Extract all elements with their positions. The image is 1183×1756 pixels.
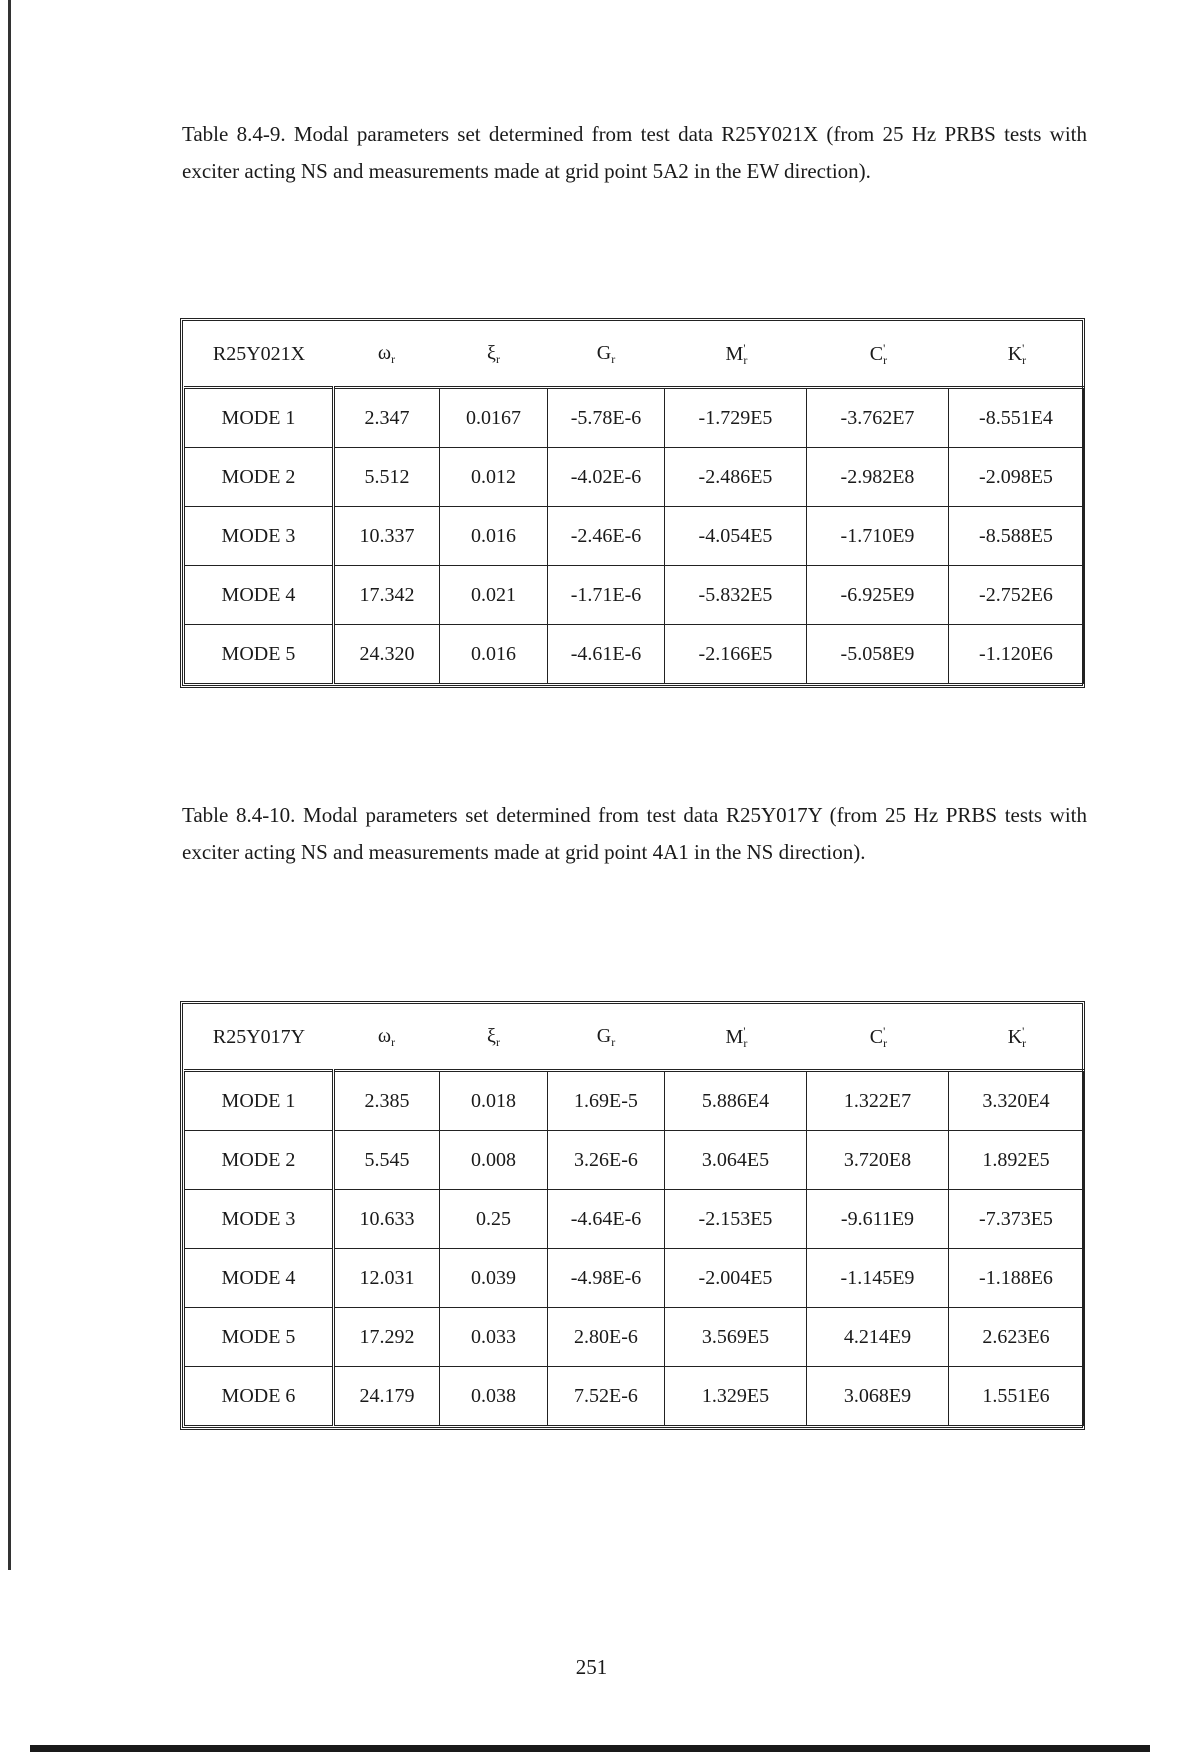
table-8-4-10: [180, 1001, 1085, 1430]
m-header: $M_r'$: [725, 1023, 748, 1050]
value-cell: 10.337: [334, 507, 440, 566]
value-cell: -1.145E9: [807, 1249, 949, 1308]
value-cell: 2.385: [334, 1071, 440, 1131]
mode-label-cell: MODE 5: [185, 1308, 334, 1367]
value-cell: 1.69E-5: [548, 1071, 665, 1131]
table-row: [185, 448, 1084, 507]
bottom-rule: [30, 1745, 1150, 1752]
table-body: [185, 388, 1084, 684]
c-header: $C_r'$: [869, 340, 888, 367]
g-header: $G_r$: [596, 1024, 616, 1049]
left-margin-rule: [8, 0, 11, 1570]
value-cell: 0.016: [440, 625, 548, 684]
value-cell: 24.179: [334, 1367, 440, 1426]
value-cell: 0.25: [440, 1190, 548, 1249]
value-cell: -5.78E-6: [548, 388, 665, 448]
value-cell: 24.320: [334, 625, 440, 684]
mode-label-cell: MODE 4: [185, 1249, 334, 1308]
value-cell: -4.02E-6: [548, 448, 665, 507]
table-body: [185, 1071, 1084, 1426]
value-cell: -3.762E7: [807, 388, 949, 448]
value-cell: 2.80E-6: [548, 1308, 665, 1367]
table-id-header: R25Y021X: [212, 342, 306, 365]
omega-header: $\omega_r$: [377, 341, 396, 366]
value-cell: 5.886E4: [665, 1071, 807, 1131]
mode-label-cell: MODE 1: [185, 388, 334, 448]
table-row: [185, 1308, 1084, 1367]
value-cell: -2.153E5: [665, 1190, 807, 1249]
value-cell: -2.004E5: [665, 1249, 807, 1308]
k-header: $K_r'$: [1007, 1023, 1027, 1050]
value-cell: -2.166E5: [665, 625, 807, 684]
mode-label-cell: MODE 2: [185, 1131, 334, 1190]
value-cell: -4.98E-6: [548, 1249, 665, 1308]
m-header: $M_r'$: [725, 340, 748, 367]
value-cell: -2.098E5: [949, 448, 1084, 507]
value-cell: 2.623E6: [949, 1308, 1084, 1367]
value-cell: 1.892E5: [949, 1131, 1084, 1190]
value-cell: -8.588E5: [949, 507, 1084, 566]
value-cell: 0.039: [440, 1249, 548, 1308]
table-8-4-9: [180, 318, 1085, 688]
value-cell: -2.46E-6: [548, 507, 665, 566]
value-cell: 0.038: [440, 1367, 548, 1426]
value-cell: 3.320E4: [949, 1071, 1084, 1131]
table-header-row: [185, 322, 1084, 388]
value-cell: -7.373E5: [949, 1190, 1084, 1249]
table-row: [185, 1071, 1084, 1131]
mode-label-cell: MODE 3: [185, 507, 334, 566]
table-header-row: [185, 1005, 1084, 1071]
value-cell: 10.633: [334, 1190, 440, 1249]
table-row: [185, 1190, 1084, 1249]
value-cell: 0.018: [440, 1071, 548, 1131]
table-row: [185, 1367, 1084, 1426]
value-cell: 4.214E9: [807, 1308, 949, 1367]
table-row: [185, 625, 1084, 684]
value-cell: 0.008: [440, 1131, 548, 1190]
value-cell: 3.26E-6: [548, 1131, 665, 1190]
value-cell: -1.188E6: [949, 1249, 1084, 1308]
value-cell: 1.322E7: [807, 1071, 949, 1131]
c-header: $C_r'$: [869, 1023, 888, 1050]
page-number: 251: [575, 1655, 608, 1679]
value-cell: 0.033: [440, 1308, 548, 1367]
table-row: [185, 1249, 1084, 1308]
value-cell: -4.64E-6: [548, 1190, 665, 1249]
g-header: $G_r$: [596, 341, 616, 366]
value-cell: -2.982E8: [807, 448, 949, 507]
value-cell: -1.120E6: [949, 625, 1084, 684]
omega-header: $\omega_r$: [377, 1024, 396, 1049]
value-cell: 3.720E8: [807, 1131, 949, 1190]
value-cell: -6.925E9: [807, 566, 949, 625]
value-cell: 17.342: [334, 566, 440, 625]
k-header: $K_r'$: [1007, 340, 1027, 367]
value-cell: 5.545: [334, 1131, 440, 1190]
value-cell: -4.61E-6: [548, 625, 665, 684]
value-cell: -1.71E-6: [548, 566, 665, 625]
value-cell: 0.012: [440, 448, 548, 507]
value-cell: -5.058E9: [807, 625, 949, 684]
value-cell: 3.068E9: [807, 1367, 949, 1426]
value-cell: -1.729E5: [665, 388, 807, 448]
value-cell: 0.0167: [440, 388, 548, 448]
value-cell: 1.329E5: [665, 1367, 807, 1426]
mode-label-cell: MODE 2: [185, 448, 334, 507]
value-cell: 0.016: [440, 507, 548, 566]
value-cell: 0.021: [440, 566, 548, 625]
value-cell: 3.569E5: [665, 1308, 807, 1367]
mode-label-cell: MODE 1: [185, 1071, 334, 1131]
table-8-4-10-caption: Table 8.4-10. Modal parameters set determined from test data R25Y017Y (from 25 Hz PRBS tests with exciter acting NS and measurements made at grid point 4A1 in the NS direction).: [182, 803, 1087, 864]
table-8-4-9-caption: Table 8.4-9. Modal parameters set determined from test data R25Y021X (from 25 Hz PRBS tests with exciter acting NS and measurements made at grid point 5A2 in the EW direction).: [182, 122, 1087, 183]
value-cell: -2.486E5: [665, 448, 807, 507]
value-cell: -1.710E9: [807, 507, 949, 566]
value-cell: 5.512: [334, 448, 440, 507]
mode-label-cell: MODE 6: [185, 1367, 334, 1426]
value-cell: 12.031: [334, 1249, 440, 1308]
value-cell: 17.292: [334, 1308, 440, 1367]
table-row: [185, 1131, 1084, 1190]
value-cell: -9.611E9: [807, 1190, 949, 1249]
table-id-header: R25Y017Y: [212, 1025, 306, 1048]
xi-header: $\xi_r$: [487, 1024, 500, 1049]
value-cell: 1.551E6: [949, 1367, 1084, 1426]
value-cell: -8.551E4: [949, 388, 1084, 448]
value-cell: -5.832E5: [665, 566, 807, 625]
table-row: [185, 388, 1084, 448]
value-cell: 7.52E-6: [548, 1367, 665, 1426]
mode-label-cell: MODE 3: [185, 1190, 334, 1249]
value-cell: 3.064E5: [665, 1131, 807, 1190]
value-cell: -4.054E5: [665, 507, 807, 566]
xi-header: $\xi_r$: [487, 341, 500, 366]
mode-label-cell: MODE 5: [185, 625, 334, 684]
table-row: [185, 566, 1084, 625]
value-cell: 2.347: [334, 388, 440, 448]
table-row: [185, 507, 1084, 566]
mode-label-cell: MODE 4: [185, 566, 334, 625]
value-cell: -2.752E6: [949, 566, 1084, 625]
